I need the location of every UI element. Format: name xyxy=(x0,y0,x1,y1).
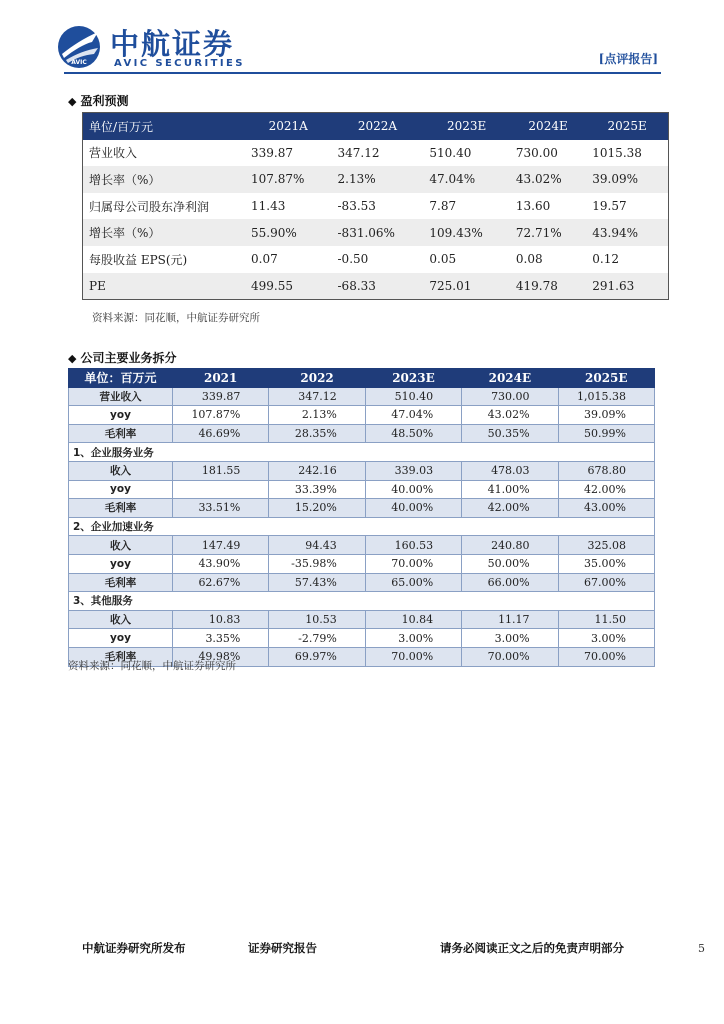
table-cell: 69.97% xyxy=(269,647,365,666)
table-cell: 67.00% xyxy=(558,573,654,592)
report-type-label: [点评报告] xyxy=(598,52,658,66)
table-row xyxy=(83,219,669,246)
table-row xyxy=(69,554,655,573)
earnings-forecast-table xyxy=(82,112,669,300)
table-cell: 730.00 xyxy=(515,145,558,160)
table-cell: 2.13% xyxy=(332,166,424,193)
business-breakdown-table xyxy=(68,368,655,667)
table-cell: 325.08 xyxy=(558,536,654,555)
table-cell: 1015.38 xyxy=(592,145,642,160)
table-cell: 39.09% xyxy=(586,166,668,193)
table-row xyxy=(83,193,669,220)
table-cell: 46.69% xyxy=(173,424,269,443)
column-header: 2023E xyxy=(365,369,461,388)
table-cell: -2.79% xyxy=(269,629,365,648)
table-cell: 3.35% xyxy=(173,629,269,648)
table-cell: 47.04% xyxy=(423,166,510,193)
row-label: 归属母公司股东净利润 xyxy=(89,199,210,214)
table-cell: 43.00% xyxy=(558,499,654,518)
table-cell: 499.55 xyxy=(245,273,332,300)
row-label: 毛利率 xyxy=(69,573,173,592)
table-header-row xyxy=(69,369,655,388)
table-cell: 50.00% xyxy=(462,554,558,573)
table-row xyxy=(83,246,669,273)
section-subheader-row xyxy=(69,592,655,611)
table-cell: 478.03 xyxy=(462,461,558,480)
table-header-row xyxy=(83,113,669,140)
section-title-earnings-forecast: ◆ 盈利预测 xyxy=(68,94,129,108)
table-row xyxy=(69,499,655,518)
table-cell: 50.99% xyxy=(558,424,654,443)
column-header: 2022 xyxy=(269,369,365,388)
table-cell: 43.02% xyxy=(462,406,558,425)
table-cell: 70.00% xyxy=(365,647,461,666)
table-cell: 33.39% xyxy=(269,480,365,499)
avic-logo-icon xyxy=(56,24,102,70)
row-label: 收入 xyxy=(69,610,173,629)
table-row xyxy=(69,573,655,592)
column-header: 2021 xyxy=(173,369,269,388)
header-divider xyxy=(64,72,661,74)
table-cell: 0.08 xyxy=(515,252,543,267)
table-cell: 15.20% xyxy=(269,499,365,518)
table-cell: 10.84 xyxy=(365,610,461,629)
row-label: 收入 xyxy=(69,461,173,480)
table-cell: 339.03 xyxy=(365,461,461,480)
table-cell: 107.87% xyxy=(245,166,332,193)
table-cell: 725.01 xyxy=(423,273,510,300)
table-cell: 55.90% xyxy=(245,219,332,246)
table-cell: 3.00% xyxy=(462,629,558,648)
table-row xyxy=(69,629,655,648)
section-title-business-breakdown: ◆ 公司主要业务拆分 xyxy=(68,351,177,365)
column-header: 2023E xyxy=(423,113,510,140)
table-cell: 1,015.38 xyxy=(558,387,654,406)
column-header: 2021A xyxy=(245,113,332,140)
table-source-note: 资料来源：同花顺，中航证券研究所 xyxy=(68,660,236,672)
table-cell: 28.35% xyxy=(269,424,365,443)
footer-report-label: 证券研究报告 xyxy=(248,941,317,955)
row-label: yoy xyxy=(69,406,173,425)
table-cell: 147.49 xyxy=(173,536,269,555)
section-subheader-row xyxy=(69,517,655,536)
table-row xyxy=(69,387,655,406)
subsection-label: 2、企业加速业务 xyxy=(69,517,655,536)
table-cell: 72.71% xyxy=(510,219,586,246)
row-label: 营业收入 xyxy=(69,387,173,406)
row-label: 毛利率 xyxy=(69,499,173,518)
table-cell: 10.53 xyxy=(269,610,365,629)
table-cell: 181.55 xyxy=(173,461,269,480)
subsection-label: 3、其他服务 xyxy=(69,592,655,611)
table-cell: 57.43% xyxy=(269,573,365,592)
table-cell: 40.00% xyxy=(365,480,461,499)
row-label: 收入 xyxy=(69,536,173,555)
table-cell: 0.12 xyxy=(592,252,619,267)
row-label: 每股收益 EPS(元) xyxy=(89,252,188,267)
table-cell: 43.90% xyxy=(173,554,269,573)
subsection-label: 1、企业服务业务 xyxy=(69,443,655,462)
table-cell: 510.40 xyxy=(429,145,472,160)
logo-chinese-name: 中航证券 xyxy=(110,27,235,61)
table-cell: 240.80 xyxy=(462,536,558,555)
table-cell: 40.00% xyxy=(365,499,461,518)
row-label: yoy xyxy=(69,554,173,573)
table-cell: 50.35% xyxy=(462,424,558,443)
svg-text:AVIC: AVIC xyxy=(71,59,87,66)
table-cell: 160.53 xyxy=(365,536,461,555)
footer-disclaimer-note: 请务必阅读正文之后的免责声明部分 xyxy=(440,941,624,955)
table-cell: 70.00% xyxy=(365,554,461,573)
table-source-note: 资料来源：同花顺，中航证券研究所 xyxy=(92,312,260,324)
table-cell: 347.12 xyxy=(269,387,365,406)
table-cell xyxy=(173,480,269,499)
table-cell: 11.17 xyxy=(462,610,558,629)
table-cell: 730.00 xyxy=(462,387,558,406)
footer-publisher: 中航证券研究所发布 xyxy=(82,941,186,955)
table-cell: -35.98% xyxy=(269,554,365,573)
table-cell: 3.00% xyxy=(365,629,461,648)
table-cell: 43.94% xyxy=(586,219,668,246)
row-label: yoy xyxy=(69,629,173,648)
table-cell: -68.33 xyxy=(332,273,424,300)
table-cell: 35.00% xyxy=(558,554,654,573)
column-header: 2022A xyxy=(332,113,424,140)
column-header: 2024E xyxy=(462,369,558,388)
logo-english-name: AVIC SECURITIES xyxy=(114,58,245,69)
table-cell: 10.83 xyxy=(173,610,269,629)
table-cell: 47.04% xyxy=(365,406,461,425)
table-row xyxy=(69,424,655,443)
table-row xyxy=(69,610,655,629)
table-cell: -83.53 xyxy=(337,199,376,214)
table-cell: 109.43% xyxy=(423,219,510,246)
row-label: 营业收入 xyxy=(89,146,138,161)
table-row xyxy=(83,166,669,193)
page-number: 5 xyxy=(698,942,705,955)
diamond-bullet-icon: ◆ xyxy=(68,95,77,108)
table-cell: 0.07 xyxy=(251,252,278,267)
table-row xyxy=(69,406,655,425)
table-cell: 107.87% xyxy=(173,406,269,425)
table-cell: 65.00% xyxy=(365,573,461,592)
table-cell: -0.50 xyxy=(337,252,369,267)
column-header: 2024E xyxy=(510,113,586,140)
table-cell: 70.00% xyxy=(462,647,558,666)
table-cell: 94.43 xyxy=(269,536,365,555)
table-cell: -831.06% xyxy=(332,219,424,246)
table-cell: 291.63 xyxy=(586,273,668,300)
row-label: PE xyxy=(83,273,246,300)
table-cell: 62.67% xyxy=(173,573,269,592)
table-row xyxy=(83,140,669,167)
column-header: 单位：百万元 xyxy=(69,369,173,388)
table-row xyxy=(69,461,655,480)
table-cell: 33.51% xyxy=(173,499,269,518)
row-label: 增长率（%） xyxy=(83,166,246,193)
table-cell: 339.87 xyxy=(173,387,269,406)
table-row xyxy=(69,536,655,555)
table-cell: 2.13% xyxy=(269,406,365,425)
table-cell: 419.78 xyxy=(510,273,586,300)
row-label: 毛利率 xyxy=(69,424,173,443)
section-subheader-row xyxy=(69,443,655,462)
table-row xyxy=(69,480,655,499)
table-cell: 19.57 xyxy=(592,199,627,214)
diamond-bullet-icon: ◆ xyxy=(68,352,77,365)
table-cell: 49.98% xyxy=(173,647,269,666)
table-cell: 39.09% xyxy=(558,406,654,425)
page-header xyxy=(56,22,660,74)
table-cell: 42.00% xyxy=(462,499,558,518)
table-cell: 13.60 xyxy=(515,199,551,214)
table-cell: 339.87 xyxy=(251,145,293,160)
table-cell: 0.05 xyxy=(429,252,457,267)
row-label: yoy xyxy=(69,480,173,499)
table-row xyxy=(83,273,669,300)
row-label: 毛利率 xyxy=(69,647,173,666)
table-cell: 48.50% xyxy=(365,424,461,443)
table-cell: 43.02% xyxy=(510,166,586,193)
table-cell: 347.12 xyxy=(337,145,380,160)
table-cell: 242.16 xyxy=(269,461,365,480)
table-cell: 678.80 xyxy=(558,461,654,480)
row-label: 增长率（%） xyxy=(83,219,246,246)
table-cell: 11.43 xyxy=(251,199,286,214)
table-cell: 42.00% xyxy=(558,480,654,499)
column-header: 2025E xyxy=(558,369,654,388)
column-header: 单位/百万元 xyxy=(83,113,246,140)
table-cell: 11.50 xyxy=(558,610,654,629)
table-cell: 3.00% xyxy=(558,629,654,648)
column-header: 2025E xyxy=(586,113,668,140)
table-cell: 41.00% xyxy=(462,480,558,499)
table-cell: 7.87 xyxy=(429,199,457,214)
table-cell: 66.00% xyxy=(462,573,558,592)
table-cell: 70.00% xyxy=(558,647,654,666)
table-cell: 510.40 xyxy=(365,387,461,406)
